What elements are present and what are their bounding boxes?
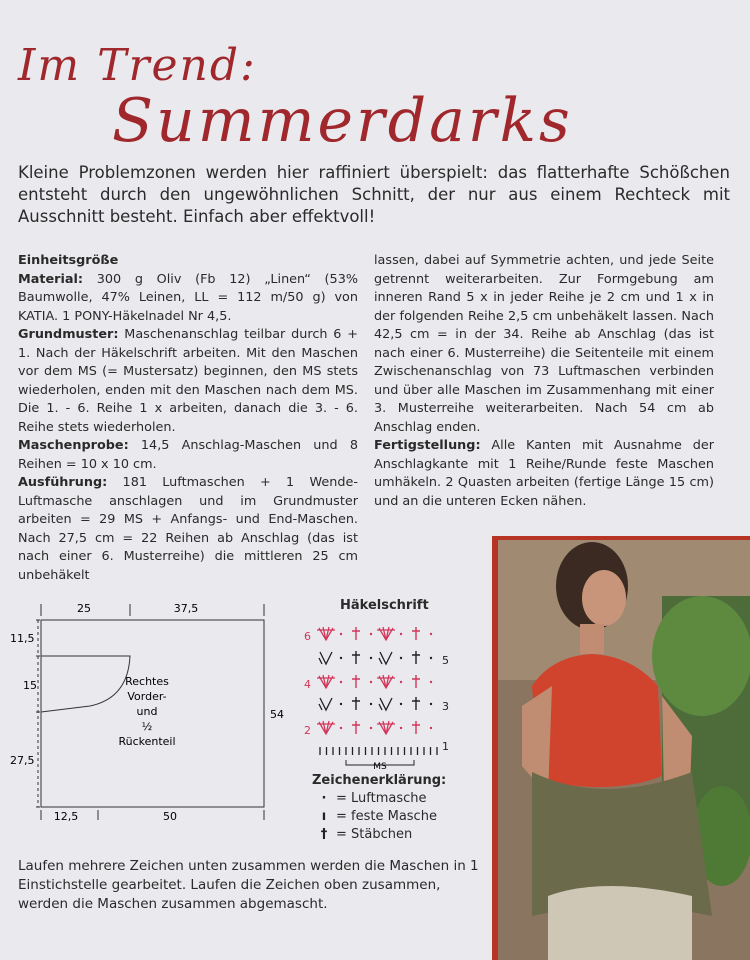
chart-stitch	[340, 703, 342, 705]
instructions-right-column	[374, 252, 714, 511]
chart-stitch	[319, 652, 332, 664]
legend-item-feste-masche	[312, 808, 446, 826]
piece-label-4: ½	[141, 720, 153, 733]
chart-stitch	[317, 721, 335, 734]
dim-left-top: 11,5	[10, 632, 35, 645]
model-photo	[492, 536, 750, 960]
dim-top-right: 37,5	[173, 602, 199, 615]
chart-stitch	[400, 633, 402, 635]
chart-stitch	[370, 657, 372, 659]
chart-stitch	[400, 657, 402, 659]
chart-stitch	[377, 675, 395, 688]
legend-item-luftmasche	[312, 790, 446, 808]
intro-paragraph: Kleine Problemzonen werden hier raffiniert überspielt: das flatterhafte Schößchen entsteht durch den ungewöhnlichen Schnitt, der nur aus einem Rechteck mit Ausschnitt besteht. Einfach aber effektvoll!	[18, 163, 730, 226]
legend-label: = Stäbchen	[336, 827, 413, 842]
chart-stitch	[370, 633, 372, 635]
feste-masche-icon: ı	[321, 809, 327, 824]
chart-stitch	[412, 675, 420, 688]
chart-stitch	[379, 698, 392, 710]
chart-stitch	[340, 681, 342, 683]
chart-stitch	[400, 681, 402, 683]
piece-label-2: Vorder-	[127, 690, 167, 703]
chart-stitch	[430, 681, 432, 683]
chart-stitch	[317, 627, 335, 640]
page-title: Summerdarks	[112, 86, 573, 156]
maschenprobe-text: 14,5 Anschlag-Maschen und 8 Reihen = 10 x 10 cm.	[18, 438, 358, 472]
luftmasche-icon: ·	[321, 791, 327, 806]
continuation-text: lassen, dabei auf Symmetrie achten, und jede Seite getrennt weiterarbeiten. Zur Formgebung am inneren Rand 5 x in jeder Reihe je 2 cm und 1 x in der folgenden Reihe 2,5 cm unbehäkelt lassen. Nach 42,5 cm = in der 34. Reihe ab Anschlag (das ist nach einer 6. Musterreihe) die Seitenteile mit einem Zwischenanschlag von 73 Luftmaschen verbinden und über alle Maschen im Zusammenhang mit einer 3. Musterreihe weiterarbeiten. Nach 54 cm ab Anschlag enden.	[374, 253, 714, 435]
chart-stitch	[370, 703, 372, 705]
chart-stitch	[340, 727, 342, 729]
chart-stitch	[352, 651, 360, 664]
legend-label: = Luftmasche	[336, 791, 427, 806]
material-text: 300 g Oliv (Fb 12) „Linen“ (53% Baumwolle, 47% Leinen, LL = 112 m/50 g) von KATIA. 1 PONY-Häkelnadel Nr 4,5.	[18, 271, 358, 324]
grundmuster-text: Maschenanschlag teilbar durch 6 + 1. Nach der Häkelschrift arbeiten. Mit den Maschen vor dem MS (= Mustersatz) beginnen, den MS stets wiederholen, enden mit den Maschen nach dem MS. Die 1. - 6. Reihe 1 x arbeiten, danach die 3. - 6. Reihe stets wiederholen.	[18, 327, 358, 435]
chart-stitch	[412, 651, 420, 664]
chart-stitch	[377, 721, 395, 734]
fertigstellung-text: Alle Kanten mit Ausnahme der Anschlagkante mit 1 Reihe/Runde feste Maschen umhäkeln. 2 Quasten arbeiten (fertige Länge 15 cm) und an die unteren Ecken nähen.	[374, 438, 714, 509]
bottom-note: Laufen mehrere Zeichen unten zusammen werden die Maschen in 1 Einstichstelle gearbeitet. Laufen die Zeichen oben zusammen, werden die Maschen zusammen abgemascht.	[18, 858, 479, 912]
chart-stitch	[370, 681, 372, 683]
chart-stitch	[379, 652, 392, 664]
row-label-3: 3	[442, 700, 449, 713]
row-label-1: 1	[442, 740, 449, 753]
dim-left-mid: 15	[23, 679, 37, 692]
chart-stitch	[430, 727, 432, 729]
chart-stitch	[430, 657, 432, 659]
ausfuehrung-label: Ausführung:	[18, 475, 108, 490]
chart-stitch	[352, 675, 360, 688]
chart-stitch	[352, 721, 360, 734]
schematic-diagram	[10, 596, 300, 836]
piece-label-3: und	[136, 705, 158, 718]
dim-right: 54	[270, 708, 284, 721]
maschenprobe-label: Maschenprobe:	[18, 438, 129, 453]
legend-label: = feste Masche	[336, 809, 437, 824]
dim-bottom-left: 12,5	[53, 810, 79, 823]
chart-stitch	[412, 697, 420, 710]
chart-stitch	[412, 627, 420, 640]
ausfuehrung-text: 181 Luftmaschen + 1 Wende-Luftmasche anschlagen und im Grundmuster arbeiten = 29 MS + Anfangs- und End-Maschen. Nach 27,5 cm = 22 Reihen ab Anschlag (das ist nach einer 6. Musterreihe) die mittleren 25 cm unbehäkelt	[18, 475, 358, 583]
grundmuster-label: Grundmuster:	[18, 327, 119, 342]
chart-stitch	[400, 727, 402, 729]
model-photo-illustration	[492, 536, 750, 960]
piece-label-1: Rechtes	[125, 675, 169, 688]
title-line-1: Im Trend:	[18, 40, 257, 91]
chart-stitch	[430, 703, 432, 705]
legend-heading: Zeichenerklärung:	[312, 773, 447, 788]
chart-stitch	[352, 697, 360, 710]
piece-label-5: Rückenteil	[118, 735, 176, 748]
dim-bottom-right: 50	[163, 810, 177, 823]
chart-stitch	[340, 633, 342, 635]
row-label-2: 2	[304, 724, 311, 737]
ms-label: MS	[373, 762, 387, 770]
crochet-chart	[296, 620, 466, 770]
row-label-4: 4	[304, 678, 311, 691]
dim-top-left: 25	[77, 602, 91, 615]
legend-item-staebchen	[312, 826, 446, 844]
size-heading: Einheitsgröße	[18, 253, 119, 268]
chart-stitch	[352, 627, 360, 640]
chart-stitch	[377, 627, 395, 640]
chart-stitch	[412, 721, 420, 734]
chart-title: Häkelschrift	[340, 598, 429, 613]
material-label: Material:	[18, 271, 84, 287]
chart-stitch	[317, 675, 335, 688]
instructions-left-column	[18, 252, 358, 585]
dim-left-bottom: 27,5	[10, 754, 35, 767]
chart-stitch	[340, 657, 342, 659]
row-label-5: 5	[442, 654, 449, 667]
chart-stitch	[370, 727, 372, 729]
legend	[312, 772, 446, 844]
fertigstellung-label: Fertigstellung:	[374, 438, 481, 453]
chart-stitch	[319, 698, 332, 710]
chart-stitch	[430, 633, 432, 635]
staebchen-icon: †	[320, 827, 328, 842]
row-label-6: 6	[304, 630, 311, 643]
chart-stitch	[400, 703, 402, 705]
